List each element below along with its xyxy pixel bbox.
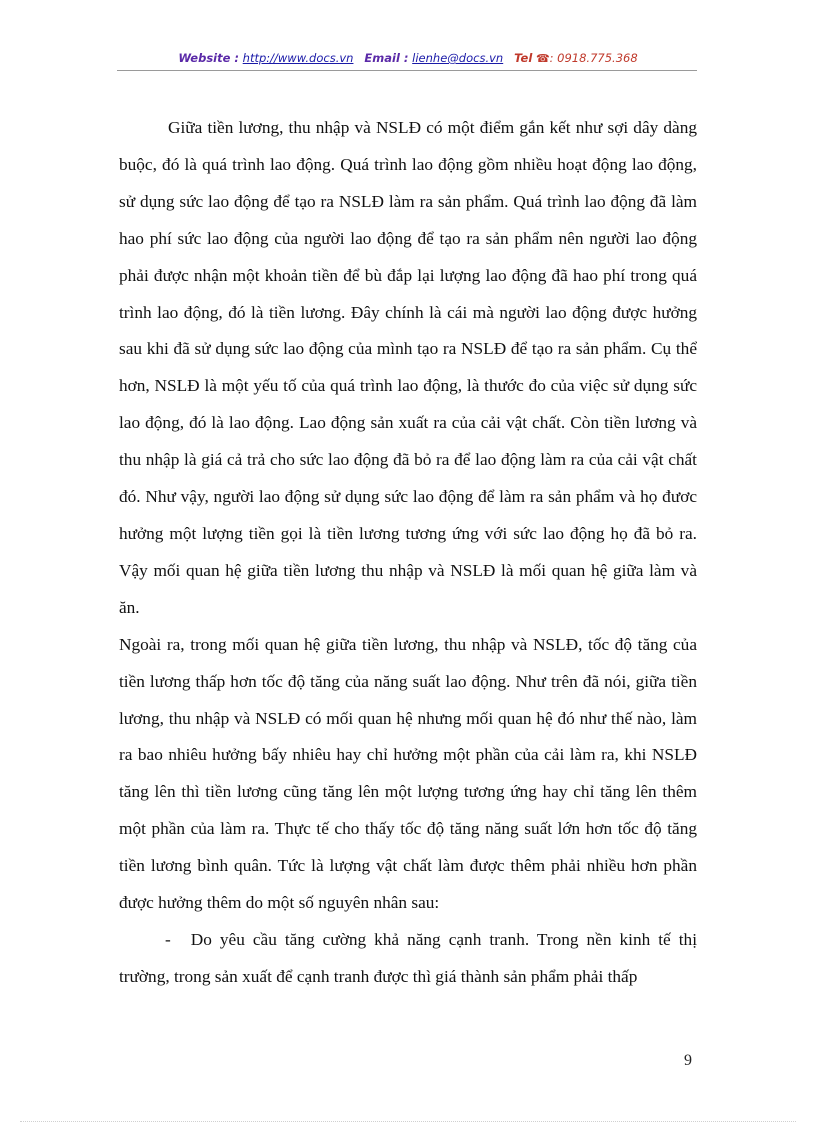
page-header <box>0 51 816 65</box>
bullet-item <box>119 922 697 996</box>
paragraph-2: Ngoài ra, trong mối quan hệ giữa tiền lương, thu nhập và NSLĐ, tốc độ tăng của tiền lương thấp hơn tốc độ tăng của năng suất lao động. Như trên đã nói, giữa tiền lương, thu nhập và NSLĐ có mối quan hệ nhưng mối quan hệ đó như thế nào, làm ra bao nhiêu hưởng bấy nhiêu hay chỉ hưởng một phần của cải làm ra, khi NSLĐ tăng lên thì tiền lương cũng tăng lên một lượng tương ứng hay chỉ tăng lên thêm một phần của làm ra. Thực tế cho thấy tốc độ tăng năng suất lớn hơn tốc độ tăng tiền lương bình quân. Tức là lượng vật chất làm được thêm phải nhiều hơn phần được hưởng thêm do một số nguyên nhân sau: <box>119 634 697 913</box>
bullet-item-text: Do yêu cầu tăng cường khả năng cạnh tranh. Trong nền kinh tế thị trường, trong sản xuất để cạnh tranh được thì giá thành sản phẩm phải thấp <box>119 929 697 986</box>
website-link[interactable]: http://www.docs.vn <box>242 51 354 65</box>
document-body <box>119 110 697 996</box>
page-number: 9 <box>684 1052 692 1069</box>
tel-number: : 0918.775.368 <box>549 51 638 65</box>
bullet-dash: - <box>165 929 171 949</box>
phone-icon: ☎ <box>535 52 550 65</box>
header-divider <box>117 70 697 71</box>
email-link[interactable]: lienhe@docs.vn <box>412 51 504 65</box>
email-label: Email : <box>364 51 409 65</box>
paragraph-1: Giữa tiền lương, thu nhập và NSLĐ có một điểm gắn kết như sợi dây dàng buộc, đó là quá trình lao động. Quá trình lao động gồm nhiều hoạt động lao động, sử dụng sức lao động để tạo ra NSLĐ làm ra sản phẩm. Quá trình lao động đã làm hao phí sức lao động của người lao động để tạo ra sản phẩm nên người lao động phải được nhận một khoản tiền để bù đắp lại lượng lao động đã hao phí trong quá trình lao động, đó là tiền lương. Đây chính là cái mà người lao động được hưởng sau khi đã sử dụng sức lao động của mình tạo ra NSLĐ để tạo ra sản phẩm. Cụ thể hơn, NSLĐ là một yếu tố của quá trình lao động, là thước đo của việc sử dụng sức lao động, đó là lao động. Lao động sản xuất ra của cải vật chất. Còn tiền lương và thu nhập là giá cả trả cho sức lao động đã bỏ ra để lao động làm ra của cải vật chất đó. Như vậy, người lao động sử dụng sức lao động để làm ra sản phẩm và họ đươc hưởng một lượng tiền gọi là tiền lương tương ứng với sức lao động họ đã bỏ ra. Vậy mối quan hệ giữa tiền lương thu nhập và NSLĐ là mối quan hệ giữa làm và ăn. <box>119 118 697 617</box>
page-bottom-divider <box>20 1121 796 1122</box>
website-label: Website : <box>178 51 240 65</box>
tel-label: Tel <box>514 51 533 65</box>
